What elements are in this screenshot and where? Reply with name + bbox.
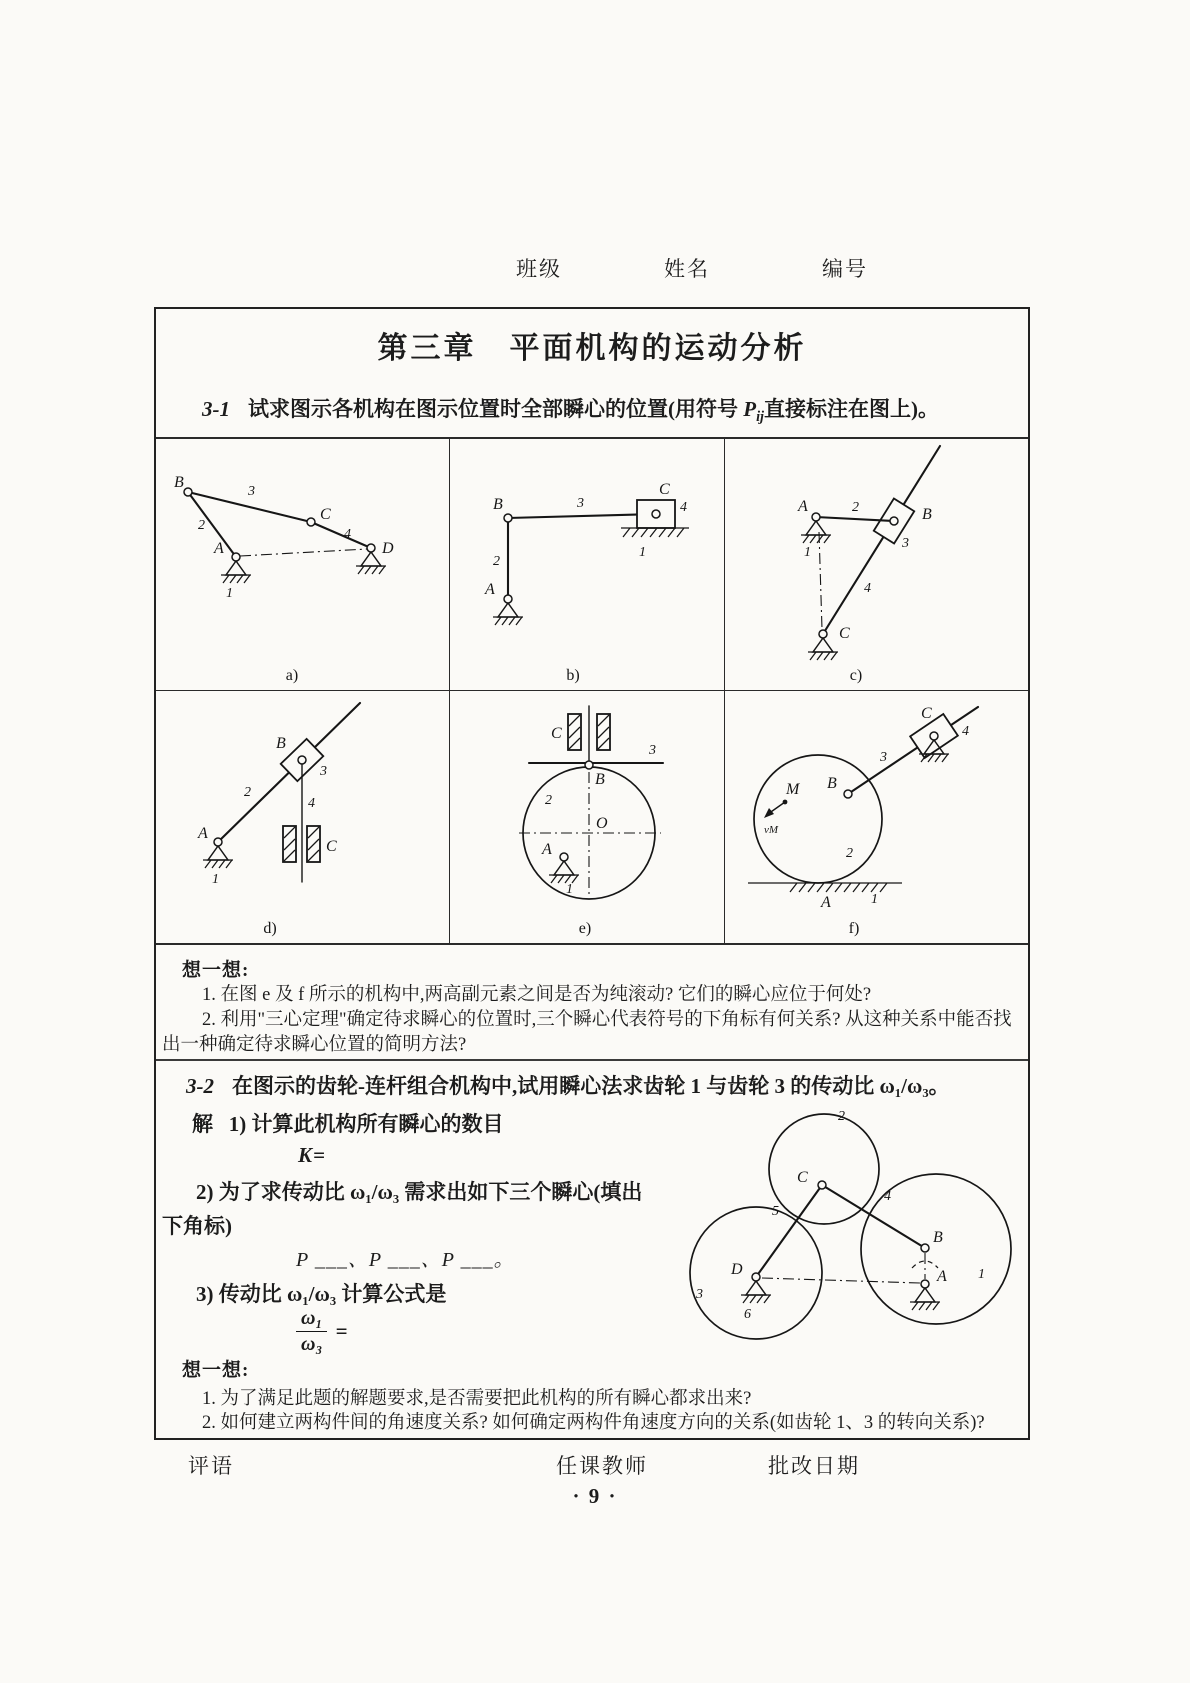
label-vM: vM <box>764 824 779 836</box>
fixed-pivot-C <box>808 630 838 660</box>
joint-B <box>890 517 898 525</box>
joint-C <box>652 510 660 518</box>
problem-3-1-text-end: 直接标注在图上)。 <box>764 397 940 421</box>
label-link-1: 1 <box>639 545 646 560</box>
label-O: O <box>596 815 608 832</box>
label-link-6: 6 <box>744 1307 751 1322</box>
fixed-pivot-A <box>203 838 233 868</box>
step-1-text: 1) 计算此机构所有瞬心的数目 <box>228 1112 504 1136</box>
think-2-item-2: 2. 如何建立两构件间的角速度关系? 如何确定两构件角速度方向的关系(如齿轮 1、3 的转向关系)? <box>202 1413 985 1433</box>
symbol-P-subscript: ij <box>756 409 765 426</box>
think-section-2-title: 想一想: <box>182 1360 250 1381</box>
solution-step-2: 2) 为了求传动比 ω₁/ω₃ 需求出如下三个瞬心(填出 <box>196 1180 643 1204</box>
joint-B <box>921 1244 929 1252</box>
footer-comment-label: 评语 <box>188 1454 234 1478</box>
label-A: A <box>198 825 208 842</box>
caption-d: d) <box>263 920 277 937</box>
joint-B <box>298 756 306 764</box>
fixed-pivot-A <box>549 853 579 883</box>
footer-teacher-label: 任课教师 <box>556 1454 648 1478</box>
think-section-2 <box>162 1387 1020 1435</box>
figure-g-gear-linkage <box>632 1077 1032 1322</box>
problem-3-1-text: 试求图示各机构在图示位置时全部瞬心的位置(用符号 <box>248 397 744 421</box>
joint-C <box>818 1181 826 1189</box>
label-C: C <box>921 705 932 722</box>
label-C: C <box>797 1169 808 1186</box>
label-C: C <box>839 625 850 642</box>
think-2-item-1: 1. 为了满足此题的解题要求,是否需要把此机构的所有瞬心都求出来? <box>202 1389 752 1409</box>
k-equation: K= <box>298 1143 326 1167</box>
label-link-1: 1 <box>566 882 573 897</box>
link-5 <box>756 1185 822 1277</box>
header-id-label: 编号 <box>822 257 868 281</box>
footer-date-label: 批改日期 <box>768 1454 860 1478</box>
label-A: A <box>798 498 808 515</box>
label-link-1: 1 <box>871 892 878 907</box>
solution-step-3: 3) 传动比 ω₁/ω₃ 计算公式是 <box>196 1282 447 1306</box>
ground-hatch <box>748 883 902 892</box>
label-A: A <box>542 841 552 858</box>
worksheet-frame <box>154 307 1030 1440</box>
joint-B <box>844 790 852 798</box>
label-A: A <box>214 540 224 557</box>
omega-fraction <box>296 1307 327 1356</box>
label-gear-2: 2 <box>838 1109 845 1124</box>
fixed-pivot-D <box>741 1273 771 1303</box>
link-3 <box>508 514 655 518</box>
caption-f: f) <box>848 920 860 937</box>
ground-hatch <box>621 528 689 537</box>
label-C: C <box>551 725 562 742</box>
think-1-item-2: 2. 利用"三心定理"确定待求瞬心的位置时,三个瞬心代表符号的下角标有何关系? 从这种关系中能否找出一种确定待求瞬心位置的简明方法? <box>162 1010 1012 1055</box>
rod-4 <box>823 446 940 634</box>
problem-3-1 <box>202 393 939 426</box>
figure-f-rolling-disc-mechanism <box>724 690 1032 943</box>
symbol-P: P <box>743 397 757 421</box>
figure-b-slider-crank <box>449 437 724 690</box>
fixed-pivot-A <box>493 595 523 625</box>
figure-e-cam-mechanism <box>449 690 724 943</box>
label-A: A <box>937 1268 947 1285</box>
fraction-denominator: ω₃ <box>301 1333 323 1355</box>
fixed-pivot-A <box>221 553 251 583</box>
caption-e: e) <box>578 920 592 937</box>
instant-center-blanks: P ___、P ___、P ___。 <box>296 1249 515 1271</box>
caption-b: b) <box>566 667 580 684</box>
joint-C <box>307 518 315 526</box>
rod-3 <box>848 707 978 794</box>
link-4 <box>311 522 371 548</box>
label-link-4: 4 <box>962 724 969 739</box>
label-C: C <box>320 506 331 523</box>
caption-a: a) <box>285 667 299 684</box>
label-link-3: 3 <box>577 496 584 511</box>
caption-c: c) <box>849 667 863 684</box>
grid-bottom-line <box>156 943 1028 945</box>
figure-c-sliding-block-mechanism <box>724 437 1032 690</box>
contact-point-B <box>585 761 593 769</box>
label-link-5: 5 <box>772 1204 779 1219</box>
label-link-3: 3 <box>248 484 255 499</box>
label-link-2: 2 <box>545 793 552 808</box>
label-link-1: 1 <box>212 872 219 887</box>
solve-label: 解 <box>192 1112 213 1136</box>
label-link-1: 1 <box>226 586 233 601</box>
velocity-arrowhead <box>764 808 774 818</box>
label-A: A <box>485 581 495 598</box>
disc-2 <box>754 755 882 883</box>
label-link-3: 3 <box>880 750 887 765</box>
think-section-1 <box>162 983 1020 1058</box>
label-B: B <box>827 775 837 792</box>
label-B: B <box>276 735 286 752</box>
label-B: B <box>922 506 932 523</box>
label-B: B <box>933 1229 943 1246</box>
joint-B <box>184 488 192 496</box>
label-M: M <box>786 781 800 798</box>
think-section-1-title: 想一想: <box>182 960 250 981</box>
label-link-2: 2 <box>244 785 251 800</box>
header-class-label: 班级 <box>516 257 562 281</box>
equals-sign: = <box>335 1319 348 1343</box>
joint-B <box>504 514 512 522</box>
fixed-pivot-A <box>910 1280 940 1310</box>
figure-a-fourbar-linkage <box>156 437 449 690</box>
label-link-4: 4 <box>308 796 315 811</box>
label-link-4: 4 <box>680 500 687 515</box>
label-B: B <box>493 496 503 513</box>
problem-3-1-number: 3-1 <box>202 397 230 421</box>
label-link-4: 4 <box>864 581 871 596</box>
label-D: D <box>382 540 394 557</box>
label-link-3: 3 <box>902 536 909 551</box>
label-link-2: 2 <box>198 518 205 533</box>
label-link-4: 4 <box>344 527 351 542</box>
label-link-1: 1 <box>804 545 811 560</box>
label-A: A <box>821 894 831 911</box>
header-name-label: 姓名 <box>664 257 710 281</box>
label-C: C <box>659 481 670 498</box>
label-link-4: 4 <box>884 1189 891 1204</box>
problem-3-2-number: 3-2 <box>186 1074 214 1098</box>
label-D: D <box>731 1261 743 1278</box>
label-link-3: 3 <box>649 743 656 758</box>
solution-step-1 <box>192 1108 504 1138</box>
label-link-3: 3 <box>320 764 327 779</box>
label-gear-1: 1 <box>978 1267 985 1282</box>
page-number: · 9 · <box>572 1484 618 1508</box>
label-link-2: 2 <box>493 554 500 569</box>
fraction-numerator: ω₁ <box>296 1307 327 1332</box>
problem-3-2-text: 在图示的齿轮-连杆组合机构中,试用瞬心法求齿轮 1 与齿轮 3 的传动比 ω₁/ω₃。 <box>232 1074 950 1098</box>
label-C: C <box>326 838 337 855</box>
label-link-2: 2 <box>852 500 859 515</box>
solution-step-2-cont: 下角标) <box>162 1214 232 1238</box>
section-divider <box>156 1059 1028 1061</box>
ratio-formula <box>296 1307 347 1356</box>
figure-d-guide-mechanism <box>156 690 449 943</box>
label-B: B <box>595 771 605 788</box>
label-gear-3: 3 <box>696 1287 703 1302</box>
label-link-2: 2 <box>846 846 853 861</box>
chapter-title: 第三章 平面机构的运动分析 <box>377 332 807 365</box>
think-1-item-1: 1. 在图 e 及 f 所示的机构中,两高副元素之间是否为纯滚动? 它们的瞬心应位于何处? <box>202 985 872 1005</box>
label-B: B <box>174 474 184 491</box>
gear-2 <box>769 1114 879 1224</box>
